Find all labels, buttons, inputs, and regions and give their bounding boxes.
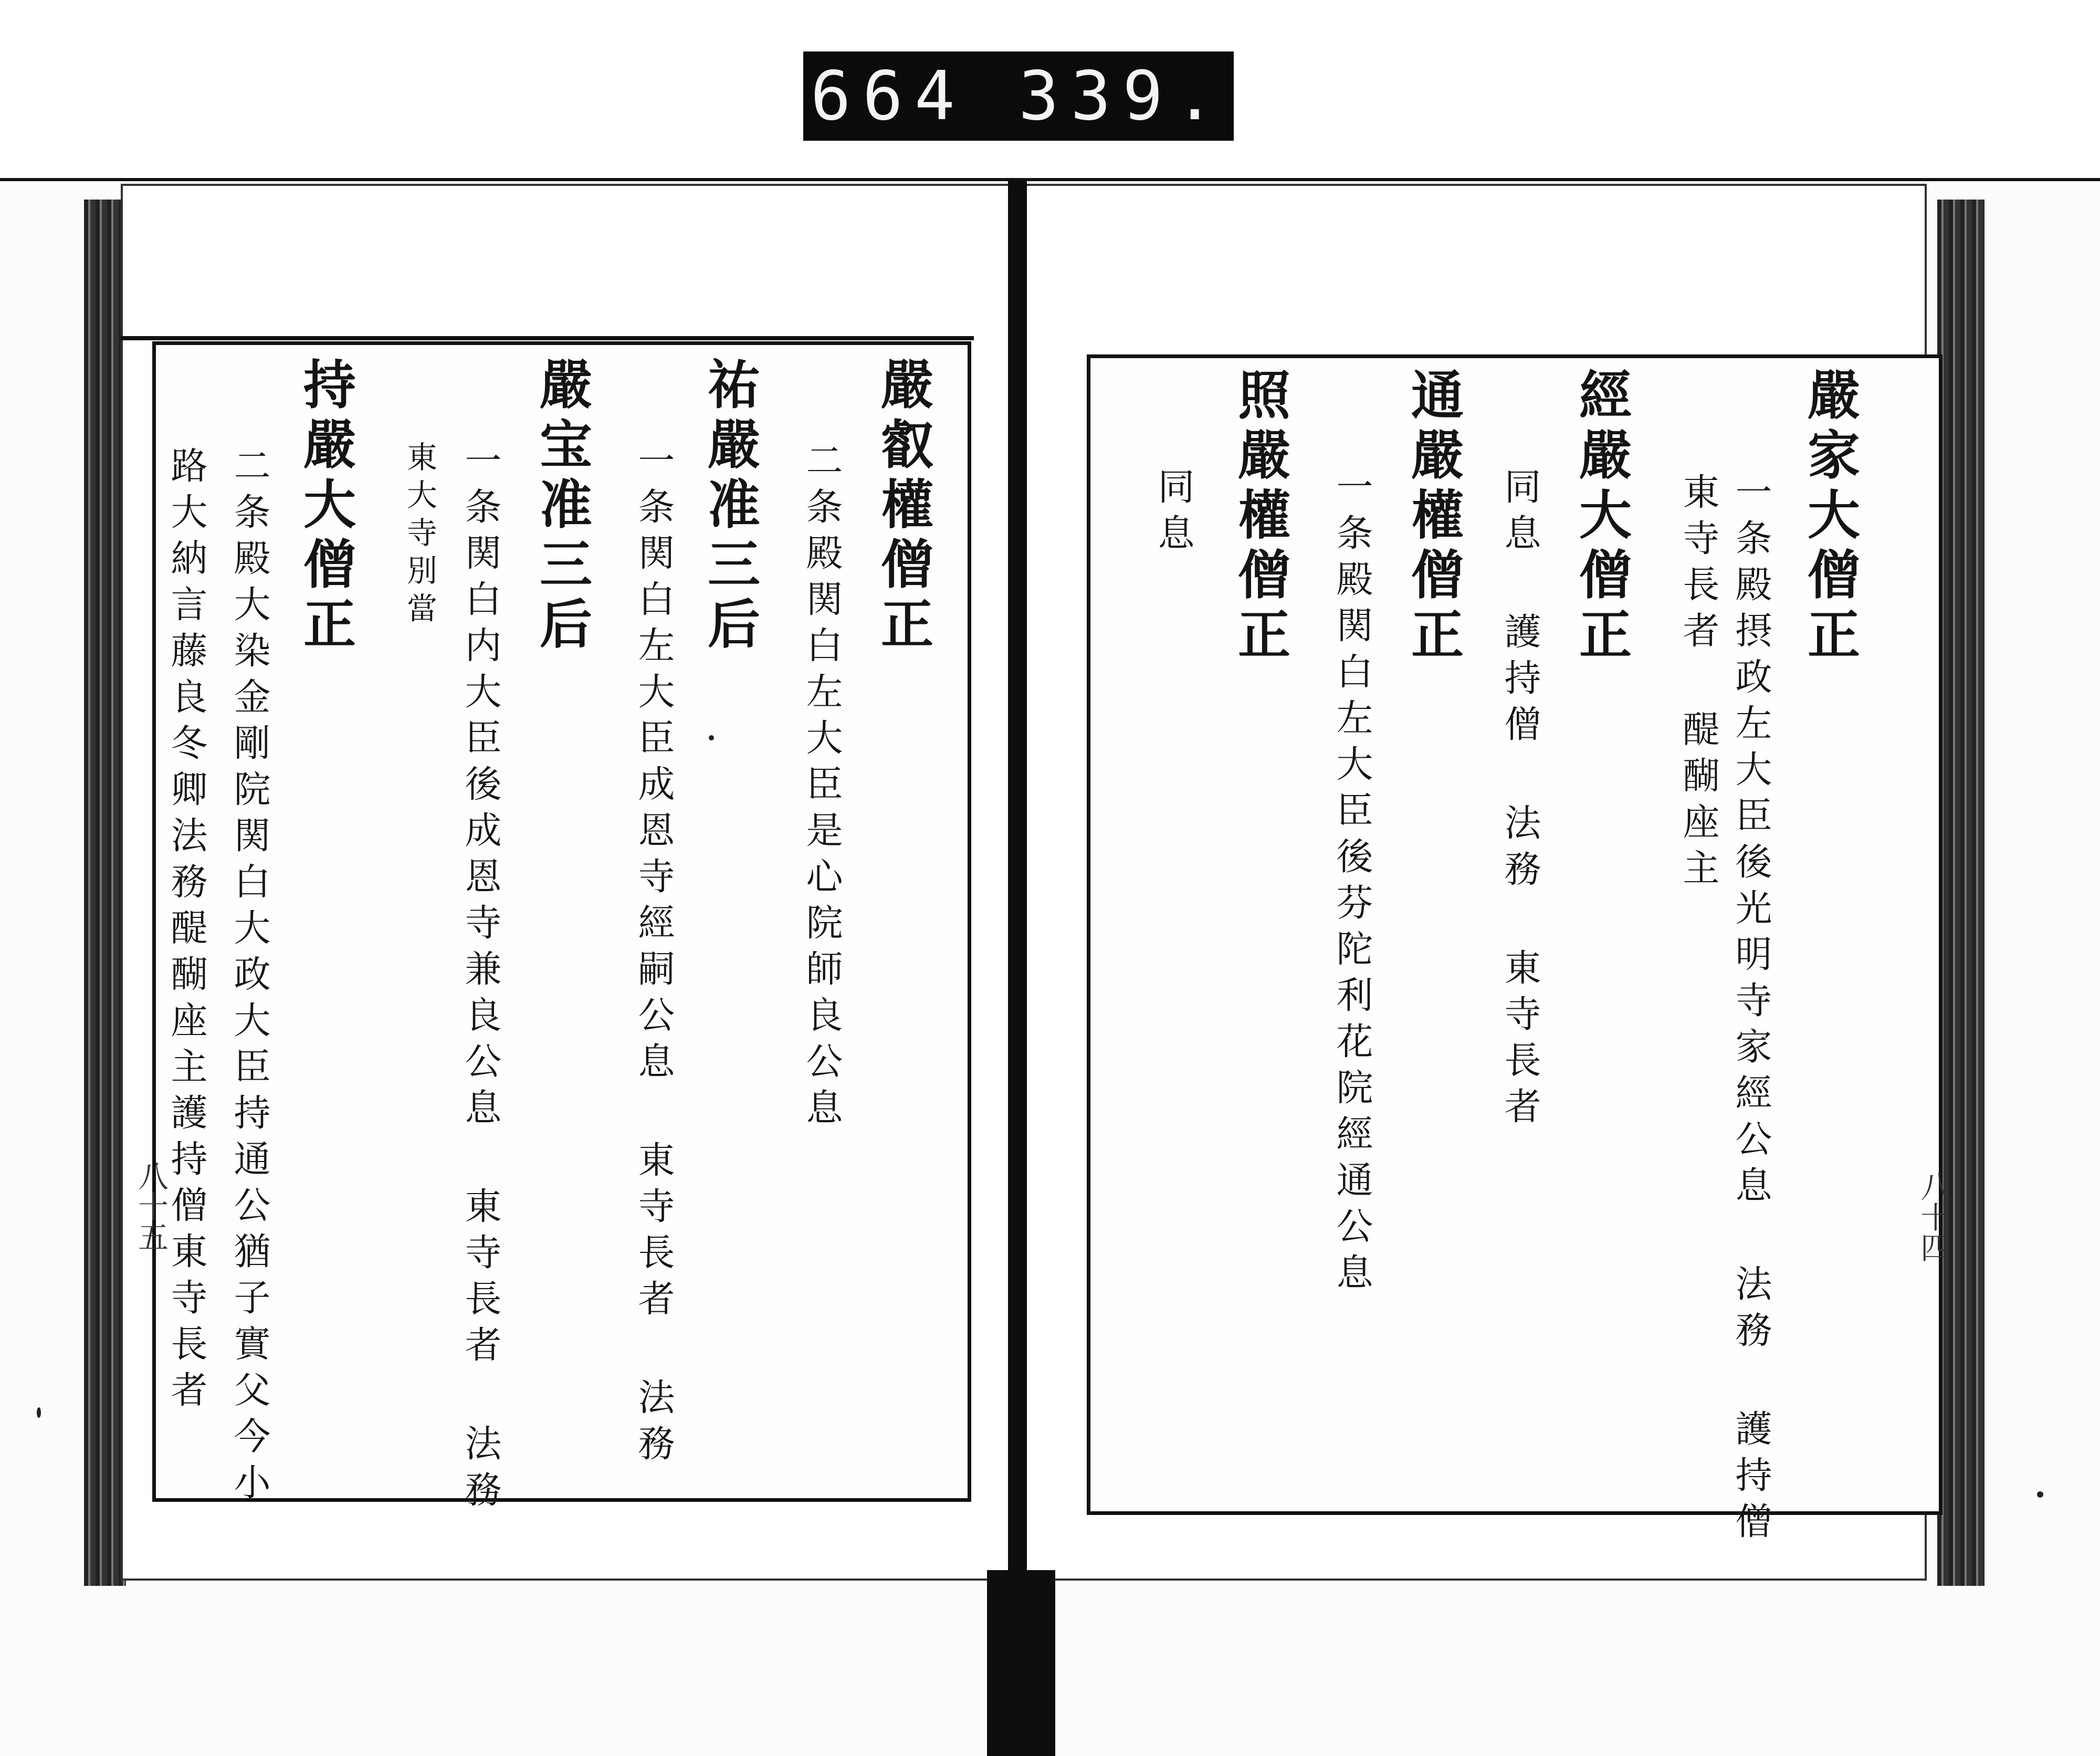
entry-line: 一条関白左大臣成恩寺經嗣公息 東寺長者 法務 [632,441,675,1470]
entry-title: 照嚴權僧正 [1229,368,1291,667]
scan-speck [709,735,714,740]
entry-title: 經嚴大僧正 [1570,368,1632,667]
entry-line: 同息 護持僧 法務 東寺長者 [1498,467,1541,1133]
spine-bottom-clip [987,1570,1055,1756]
entry-line: 二条殿関白左大臣是心院師良公息 [800,441,843,1134]
entry-line: 東寺長者 醍醐座主 [1677,473,1720,895]
archive-reference-label: 664 339. [803,51,1234,141]
entry-line: 二条殿大染金剛院関白大政大臣持通公猶子實父今小 [228,446,271,1509]
entry-line: 同息 [1152,467,1195,560]
left-frame-top-rule [121,336,974,340]
entry-title: 持嚴大僧正 [295,357,356,656]
entry-line: 一条関白内大臣後成恩寺兼良公息 東寺長者 法務 [459,441,502,1517]
left-book-edge [84,200,126,1586]
scan-speck [2037,1491,2043,1498]
entry-title: 嚴叡權僧正 [872,357,934,656]
entry-line: 一条殿摂政左大臣後光明寺家經公息 法務 護持僧 [1729,473,1772,1548]
book-spine [1008,181,1027,1573]
entry-title: 通嚴權僧正 [1402,368,1464,667]
entry-line: 東大寺別當 [402,441,437,630]
scan-speck [37,1407,41,1418]
left-page-folio: 八十五 [133,1161,169,1252]
entry-title: 嚴宝准三后 [531,357,593,656]
entry-title: 嚴家大僧正 [1799,368,1861,667]
entry-line: 路大納言藤良冬卿法務醍醐座主護持僧東寺長者 [165,446,208,1417]
entry-title: 祐嚴准三后 [699,357,761,656]
right-page-folio: 八十四 [1915,1171,1951,1262]
right-book-edge [1937,200,1984,1586]
entry-line: 一条殿関白左大臣後芬陀利花院經通公息 [1330,467,1373,1299]
